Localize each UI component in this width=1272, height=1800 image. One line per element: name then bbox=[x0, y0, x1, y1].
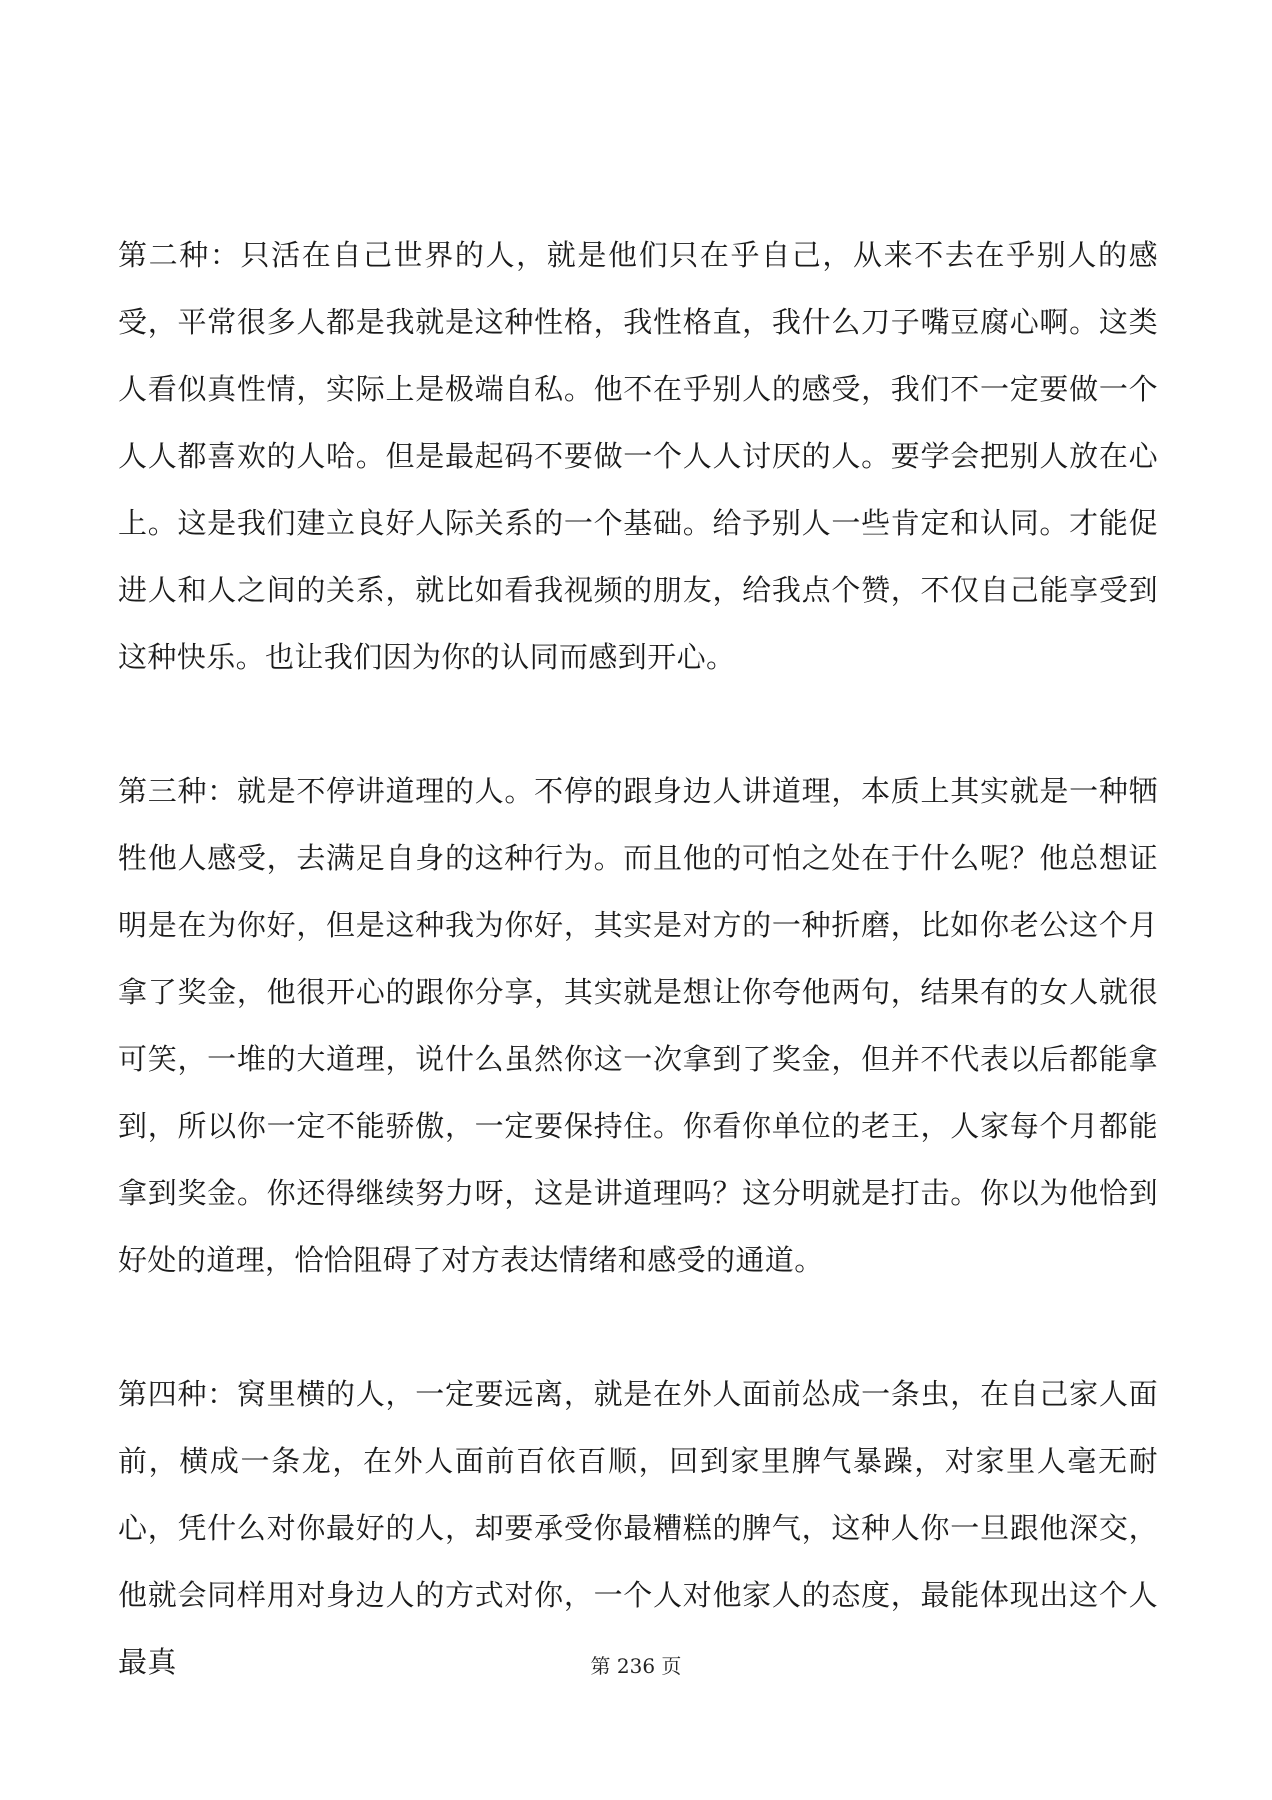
document-body bbox=[118, 222, 1158, 1696]
paragraph-type-three: 第三种：就是不停讲道理的人。不停的跟身边人讲道理，本质上其实就是一种牺牲他人感受，去满足自身的这种行为。而且他的可怕之处在于什么呢？他总想证明是在为你好，但是这种我为你好，其实是对方的一种折磨，比如你老公这个月拿了奖金，他很开心的跟你分享，其实就是想让你夸他两句，结果有的女人就很可笑，一堆的大道理，说什么虽然你这一次拿到了奖金，但并不代表以后都能拿到，所以你一定不能骄傲，一定要保持住。你看你单位的老王，人家每个月都能拿到奖金。你还得继续努力呀，这是讲道理吗？这分明就是打击。你以为他恰到好处的道理，恰恰阻碍了对方表达情绪和感受的通道。 bbox=[118, 774, 1158, 1277]
page-number-footer: 第 236 页 bbox=[590, 1654, 682, 1678]
paragraph-type-four: 第四种：窝里横的人，一定要远离，就是在外人面前怂成一条虫，在自己家人面前，横成一条龙，在外人面前百依百顺，回到家里脾气暴躁，对家里人毫无耐心，凭什么对你最好的人，却要承受你最糟糕的脾气，这种人你一旦跟他深交，他就会同样用对身边人的方式对你，一个人对他家人的态度，最能体现出这个人最真 bbox=[118, 1377, 1158, 1679]
paragraph-type-two: 第二种：只活在自己世界的人，就是他们只在乎自己，从来不去在乎别人的感受，平常很多人都是我就是这种性格，我性格直，我什么刀子嘴豆腐心啊。这类人看似真性情，实际上是极端自私。他不在乎别人的感受，我们不一定要做一个人人都喜欢的人哈。但是最起码不要做一个人人讨厌的人。要学会把别人放在心上。这是我们建立良好人际关系的一个基础。给予别人一些肯定和认同。才能促进人和人之间的关系，就比如看我视频的朋友，给我点个赞，不仅自己能享受到这种快乐。也让我们因为你的认同而感到开心。 bbox=[118, 238, 1158, 674]
